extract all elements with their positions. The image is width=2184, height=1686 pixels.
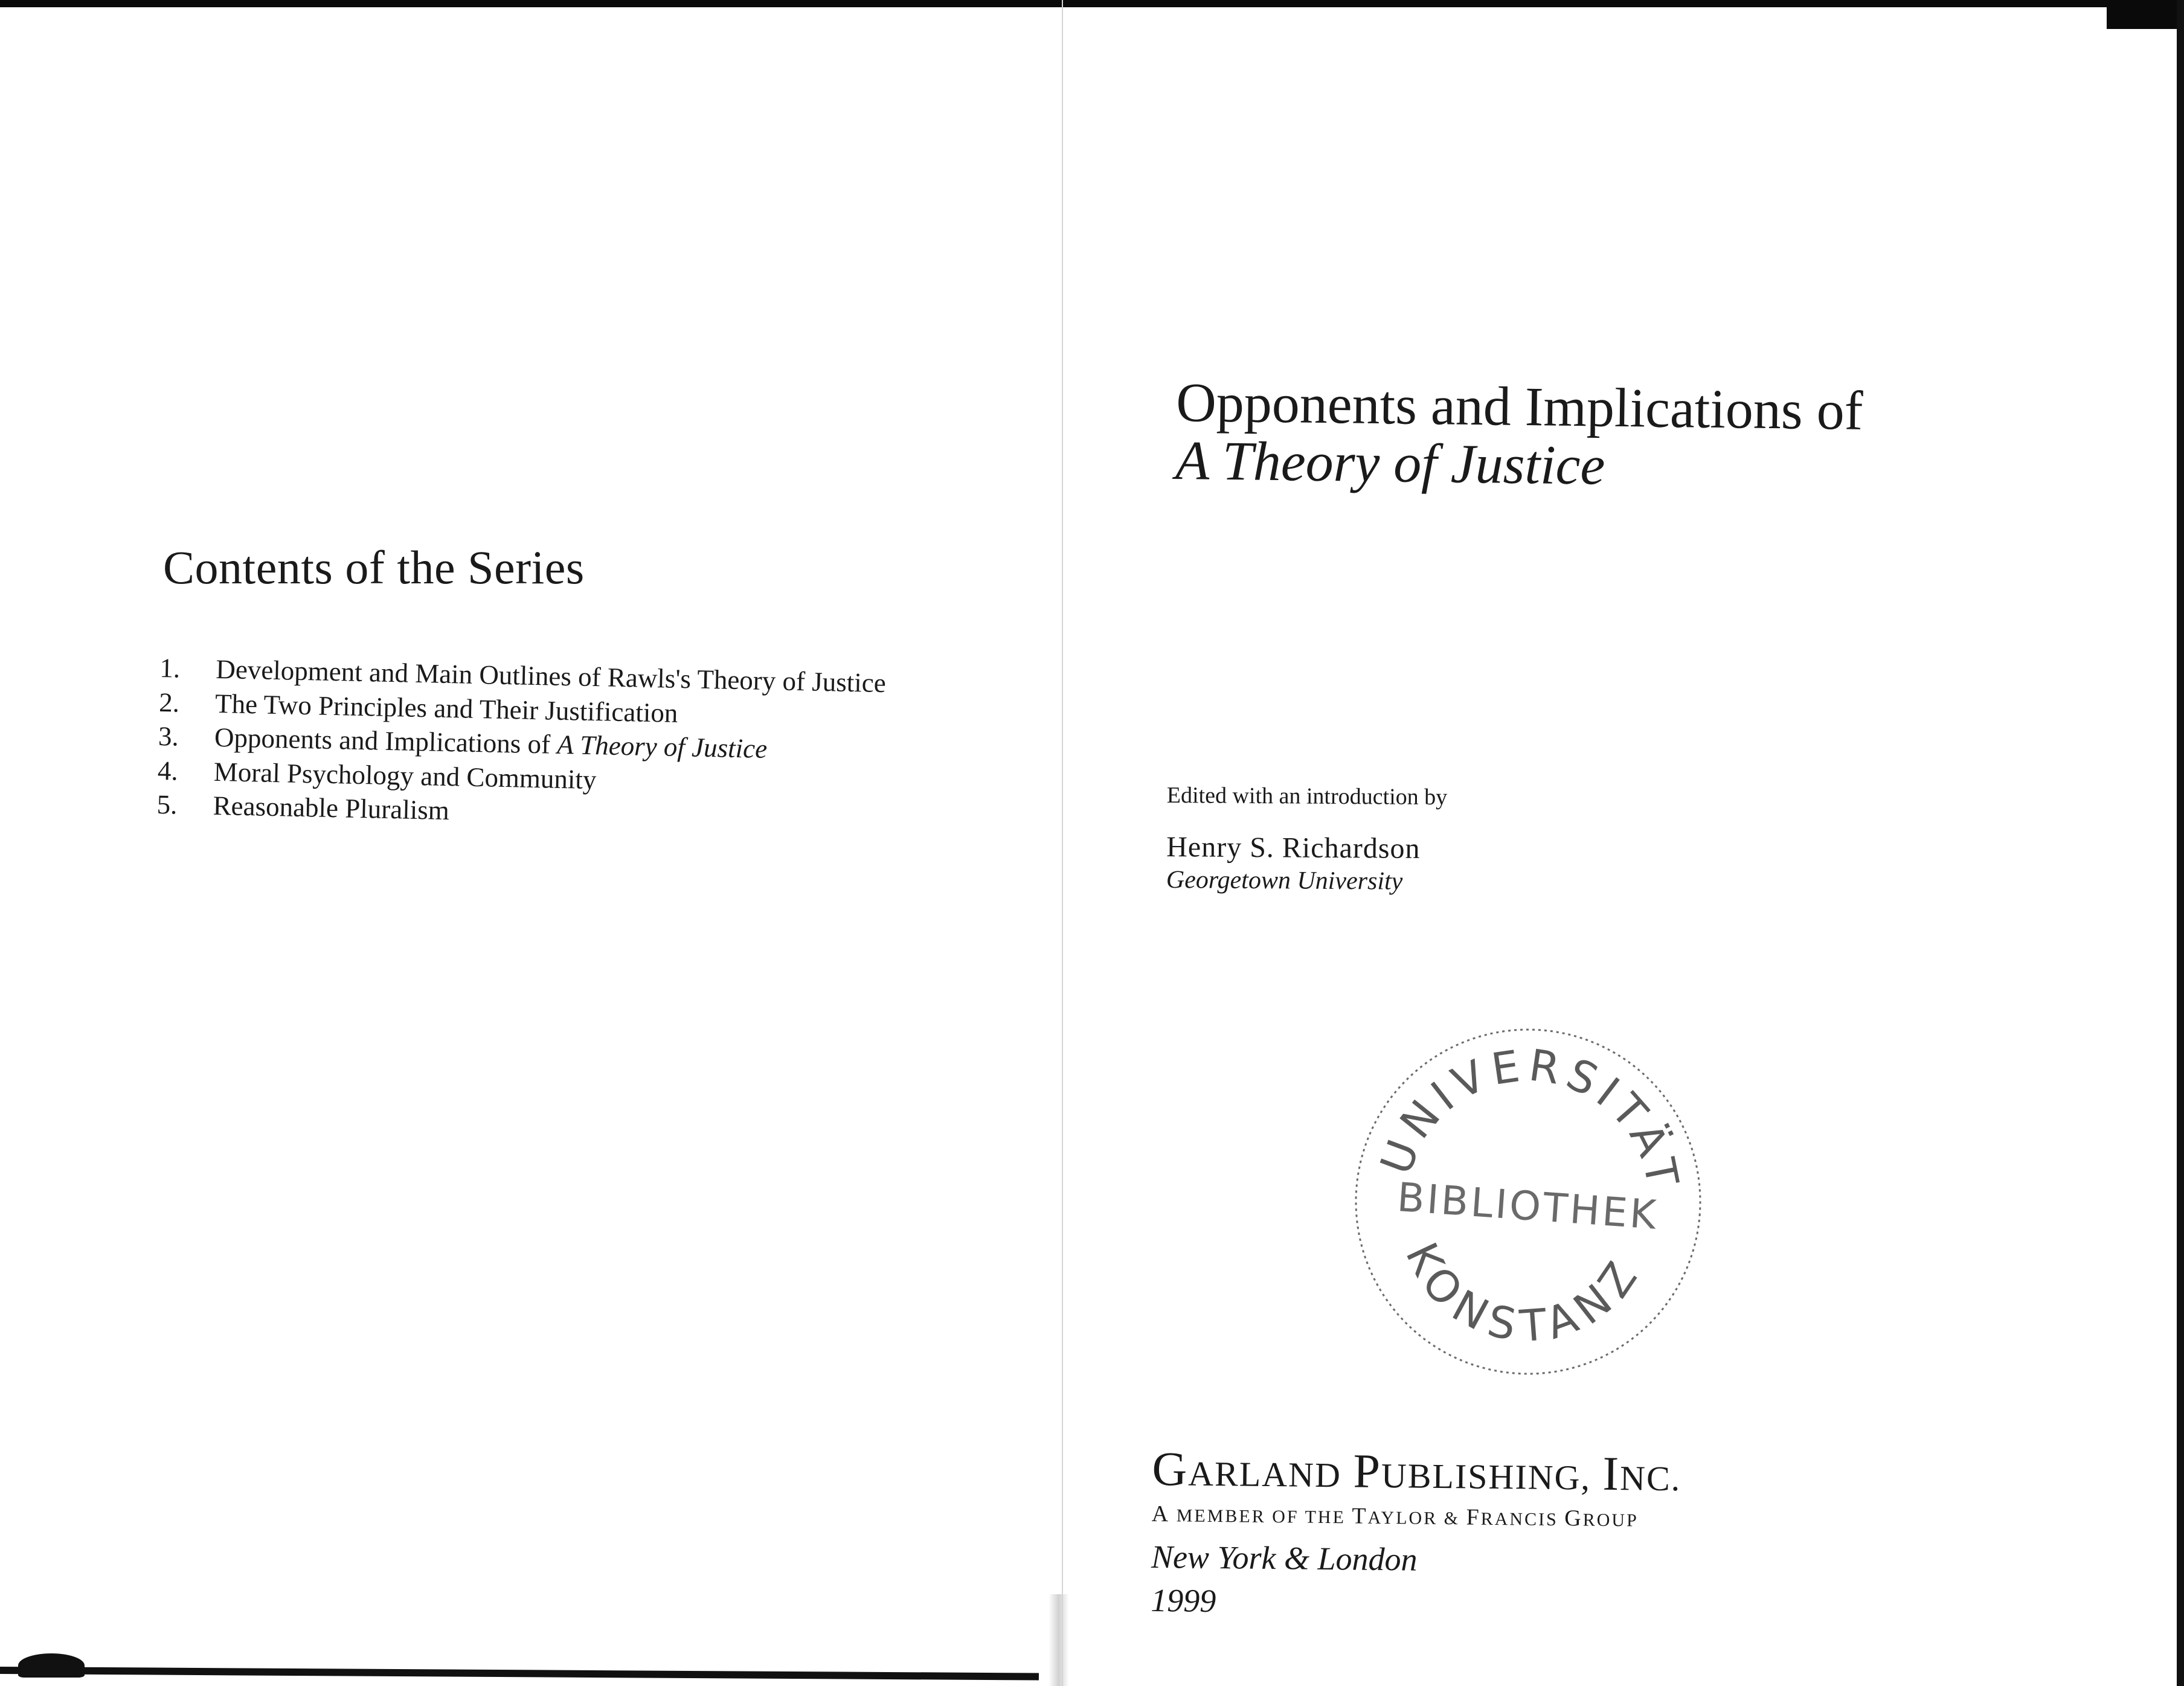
book-title-line2: A Theory of Justice [1175,429,1605,496]
series-item-number: 3. [158,720,179,752]
publisher-city: New York & London [1151,1538,1418,1578]
publisher-year: 1999 [1150,1582,1216,1620]
publisher-member-line: A MEMBER OF THE TAYLOR & FRANCIS GROUP [1151,1501,1639,1531]
stamp-middle-text: BIBLIOTHEK [1395,1173,1660,1239]
series-item-title: The Two Principles and Their Justification [214,688,678,728]
edited-label: Edited with an introduction by [1166,783,1448,810]
svg-text:UNIVERSITÄT [1369,1029,1699,1200]
editor-name: Henry S. Richardson [1166,830,1421,865]
book-title [1175,373,1863,498]
series-item-title: Reasonable Pluralism [213,790,450,826]
series-item-number: 4. [157,755,179,786]
series-list [156,652,886,838]
series-heading: Contents of the Series [163,541,585,594]
series-item-title: Opponents and Implications of A Theory of Justice [214,722,768,764]
series-item-title: Moral Psychology and Community [213,756,597,795]
svg-text:KONSTANZ [1390,1231,1653,1361]
left-page [0,0,1062,1686]
library-stamp [1335,1008,1721,1395]
stamp-top-text: UNIVERSITÄT [1370,1039,1690,1196]
book-title-line1: Opponents and Implications of [1175,371,1863,441]
series-item-title: Development and Main Outlines of Rawls's Theory of Justice [215,653,887,699]
stamp-bottom-text: KONSTANZ [1396,1235,1652,1352]
series-item-number: 1. [159,652,181,684]
publisher-name: GARLAND PUBLISHING, INC. [1152,1443,1681,1501]
editor-block [1166,782,1448,896]
series-item-number: 2. [158,687,180,718]
series-item-number: 5. [156,789,178,820]
publisher-block [1151,1442,1681,1624]
editor-affiliation: Georgetown University [1166,865,1403,896]
